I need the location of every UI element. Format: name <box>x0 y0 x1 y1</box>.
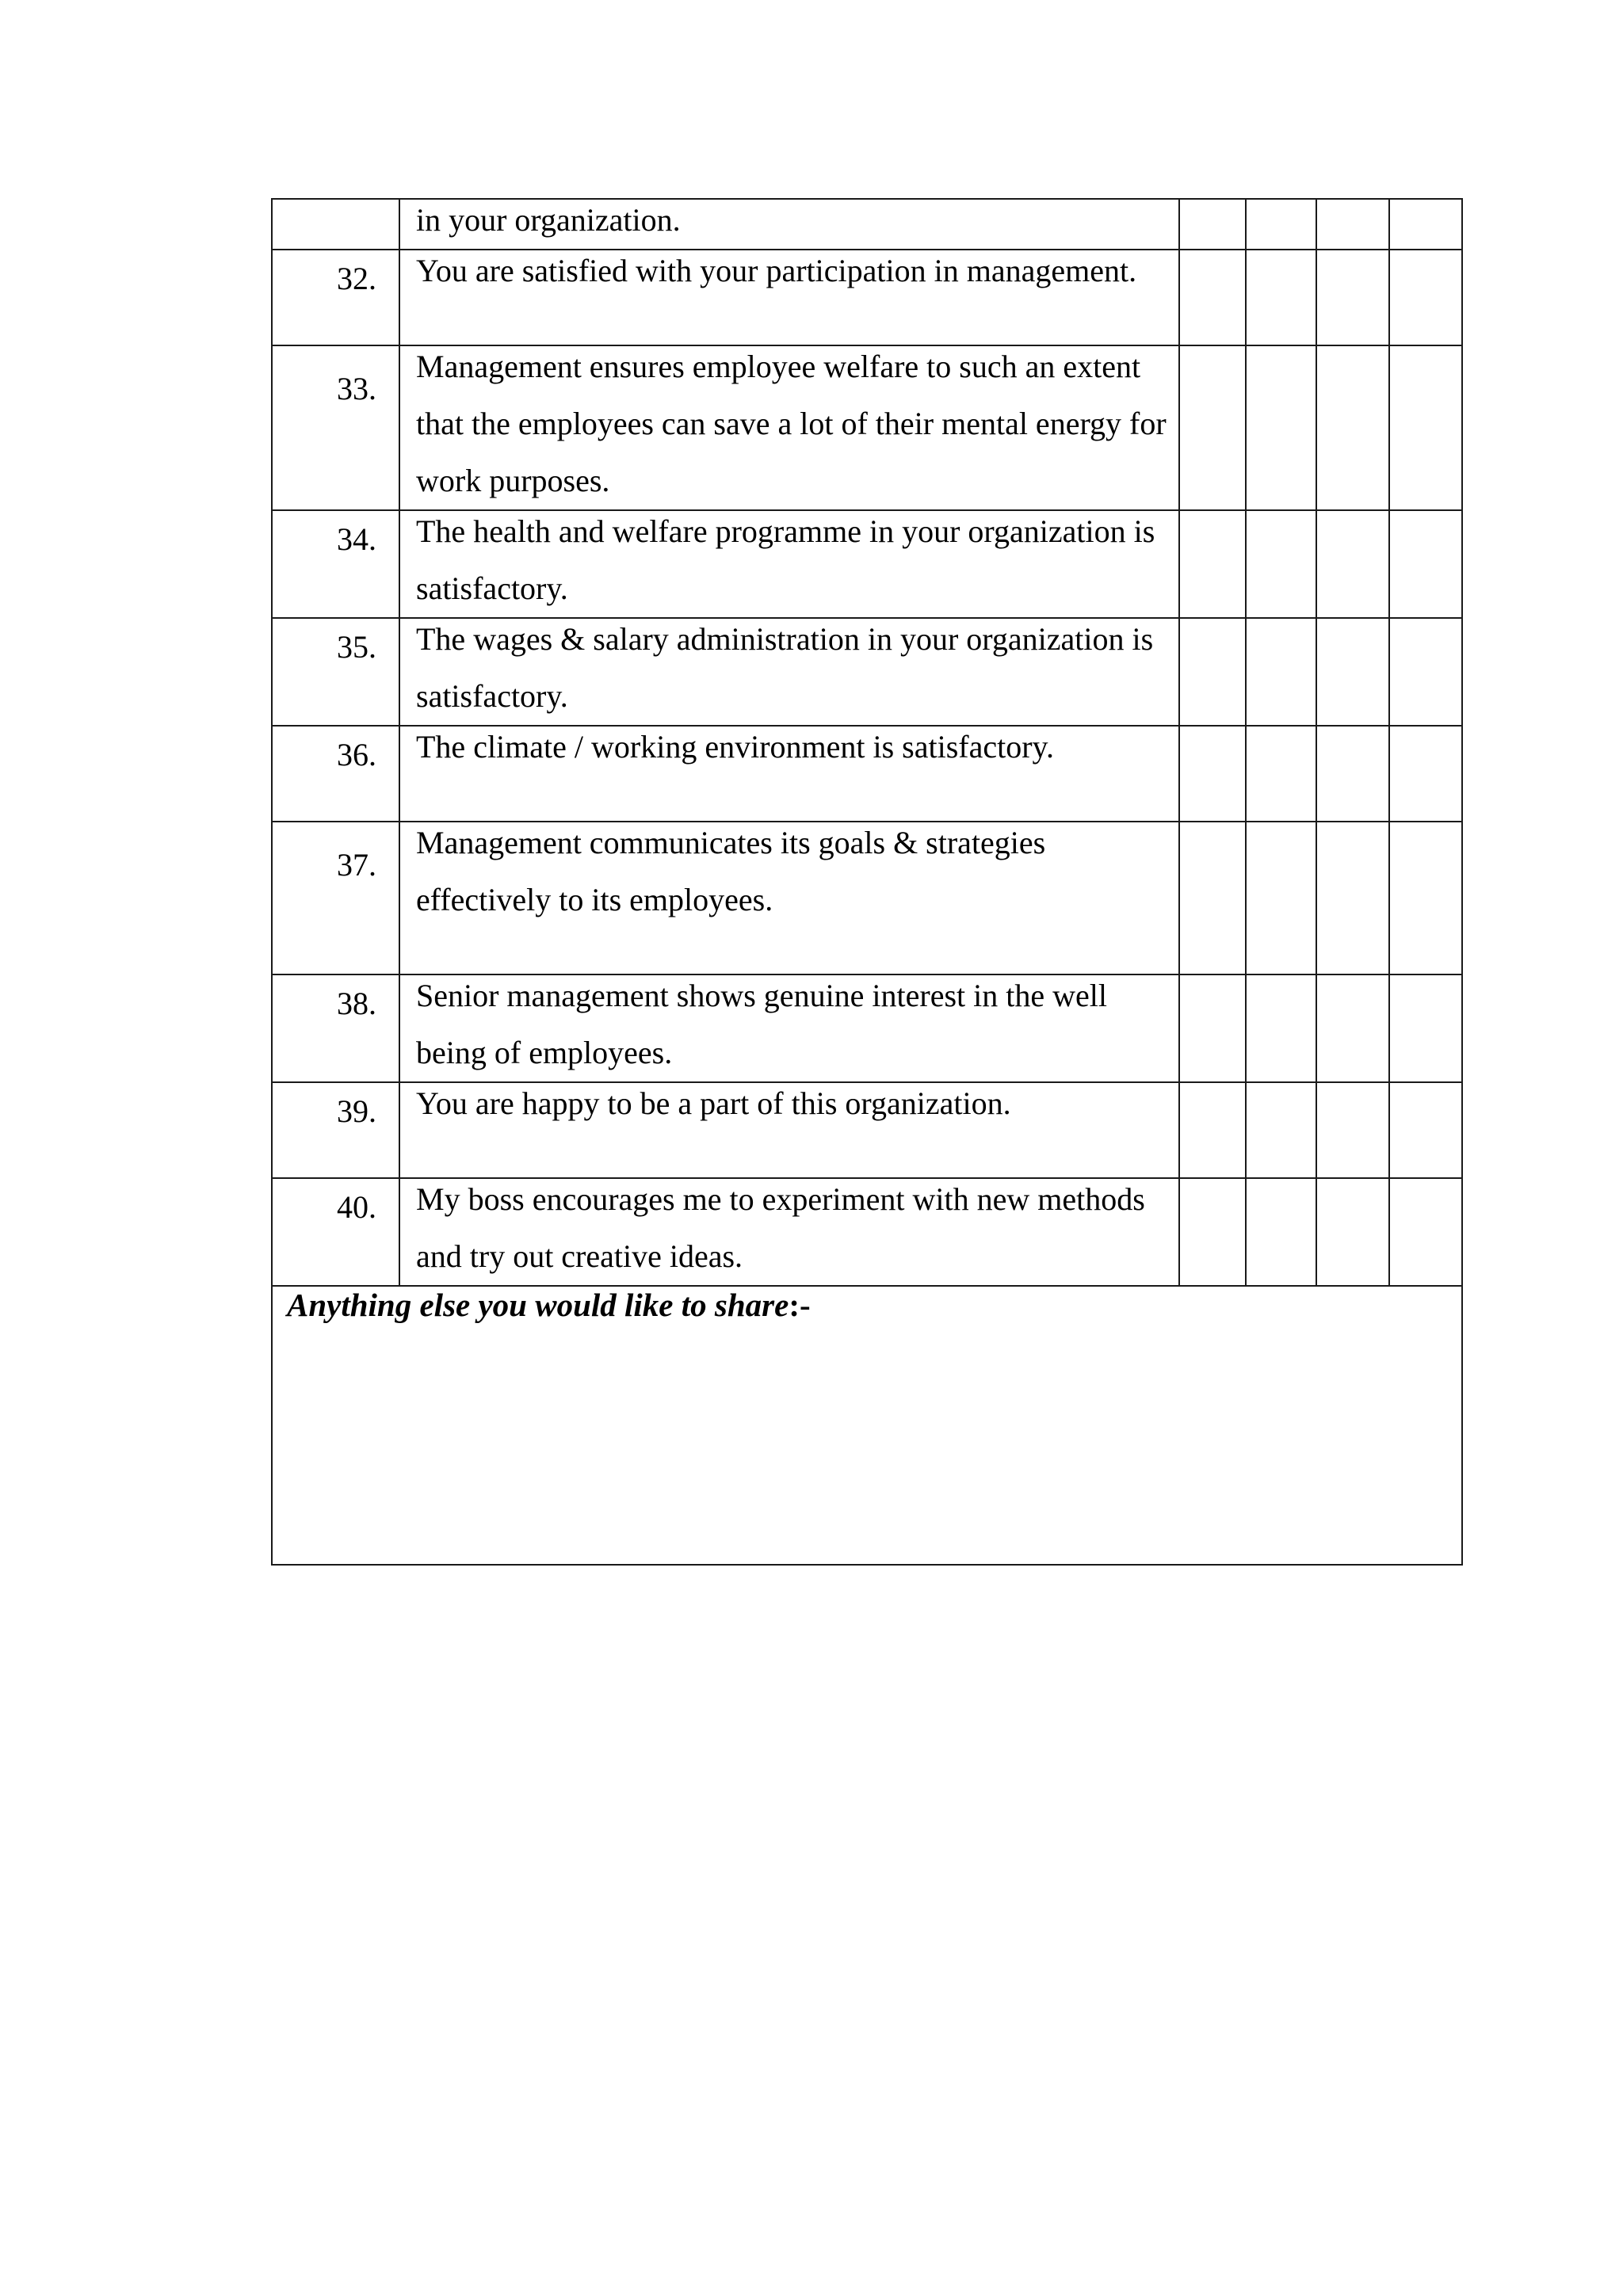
rating-cell[interactable] <box>1389 618 1462 726</box>
rating-cell[interactable] <box>1246 250 1316 345</box>
rating-cell[interactable] <box>1246 822 1316 974</box>
rating-cell[interactable] <box>1316 250 1389 345</box>
rating-cell[interactable] <box>1246 726 1316 822</box>
item-statement: My boss encourages me to experiment with new methods and try out creative ideas. <box>399 1178 1179 1286</box>
table-row <box>272 618 1462 726</box>
item-statement: The wages & salary administration in your organization is satisfactory. <box>399 618 1179 726</box>
share-label: Anything else you would like to share <box>287 1287 789 1323</box>
table-row <box>272 199 1462 250</box>
rating-cell[interactable] <box>1389 510 1462 618</box>
rating-cell[interactable] <box>1246 1082 1316 1178</box>
item-number <box>272 199 399 250</box>
item-number: 36. <box>272 726 399 822</box>
item-statement: The health and welfare programme in your organization is satisfactory. <box>399 510 1179 618</box>
rating-cell[interactable] <box>1179 974 1246 1082</box>
item-number: 32. <box>272 250 399 345</box>
table-row <box>272 1178 1462 1286</box>
rating-cell[interactable] <box>1246 345 1316 510</box>
rating-cell[interactable] <box>1179 618 1246 726</box>
rating-cell[interactable] <box>1179 250 1246 345</box>
table-row <box>272 726 1462 822</box>
item-number: 40. <box>272 1178 399 1286</box>
table-row <box>272 822 1462 974</box>
rating-cell[interactable] <box>1316 1082 1389 1178</box>
rating-cell[interactable] <box>1389 1082 1462 1178</box>
item-statement: You are satisfied with your participation in management. <box>399 250 1179 345</box>
table-row <box>272 510 1462 618</box>
share-label-suffix: :- <box>789 1287 811 1323</box>
table-row <box>272 1082 1462 1178</box>
share-comments-box[interactable] <box>272 1286 1462 1565</box>
rating-cell[interactable] <box>1179 822 1246 974</box>
item-statement: Management communicates its goals & strategies effectively to its employees. <box>399 822 1179 974</box>
rating-cell[interactable] <box>1389 250 1462 345</box>
rating-cell[interactable] <box>1389 1178 1462 1286</box>
item-number: 39. <box>272 1082 399 1178</box>
rating-cell[interactable] <box>1246 510 1316 618</box>
table-row <box>272 974 1462 1082</box>
rating-cell[interactable] <box>1316 510 1389 618</box>
item-number: 34. <box>272 510 399 618</box>
rating-cell[interactable] <box>1246 974 1316 1082</box>
rating-cell[interactable] <box>1316 618 1389 726</box>
table-row <box>272 345 1462 510</box>
rating-cell[interactable] <box>1316 199 1389 250</box>
item-number: 38. <box>272 974 399 1082</box>
rating-cell[interactable] <box>1179 1082 1246 1178</box>
rating-cell[interactable] <box>1316 974 1389 1082</box>
rating-cell[interactable] <box>1179 345 1246 510</box>
survey-table <box>271 198 1463 1566</box>
rating-cell[interactable] <box>1389 345 1462 510</box>
item-number: 37. <box>272 822 399 974</box>
item-statement: in your organization. <box>399 199 1179 250</box>
share-row <box>272 1286 1462 1565</box>
rating-cell[interactable] <box>1389 726 1462 822</box>
rating-cell[interactable] <box>1316 822 1389 974</box>
item-statement: The climate / working environment is satisfactory. <box>399 726 1179 822</box>
item-number: 33. <box>272 345 399 510</box>
rating-cell[interactable] <box>1389 974 1462 1082</box>
rating-cell[interactable] <box>1389 199 1462 250</box>
rating-cell[interactable] <box>1246 1178 1316 1286</box>
rating-cell[interactable] <box>1389 822 1462 974</box>
item-statement: Senior management shows genuine interest in the well being of employees. <box>399 974 1179 1082</box>
rating-cell[interactable] <box>1246 618 1316 726</box>
table-row <box>272 250 1462 345</box>
rating-cell[interactable] <box>1316 345 1389 510</box>
rating-cell[interactable] <box>1179 199 1246 250</box>
item-number: 35. <box>272 618 399 726</box>
rating-cell[interactable] <box>1316 726 1389 822</box>
rating-cell[interactable] <box>1316 1178 1389 1286</box>
rating-cell[interactable] <box>1179 510 1246 618</box>
rating-cell[interactable] <box>1246 199 1316 250</box>
item-statement: You are happy to be a part of this organization. <box>399 1082 1179 1178</box>
rating-cell[interactable] <box>1179 726 1246 822</box>
item-statement: Management ensures employee welfare to such an extent that the employees can save a lot of their mental energy for work purposes. <box>399 345 1179 510</box>
rating-cell[interactable] <box>1179 1178 1246 1286</box>
